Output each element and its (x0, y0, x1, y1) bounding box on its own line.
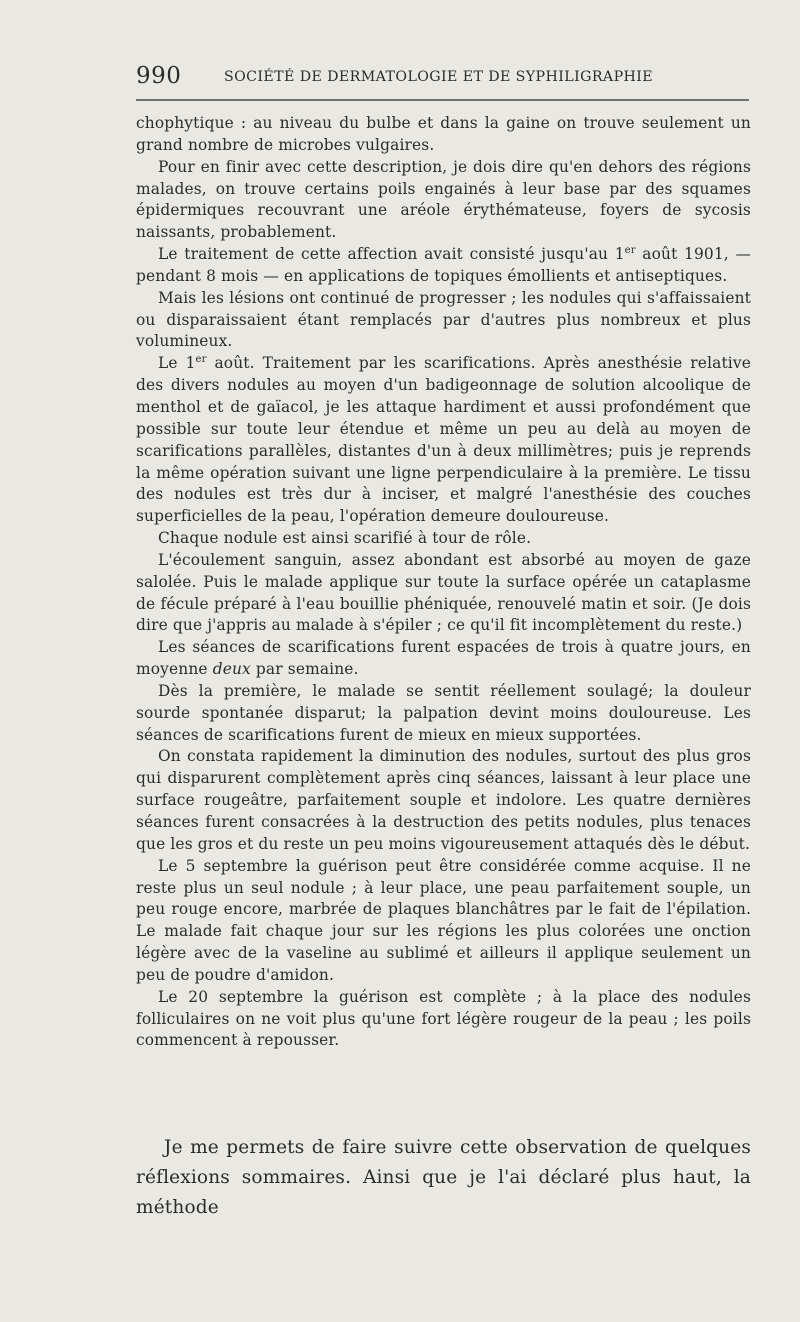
italic-word: deux (212, 660, 251, 679)
paragraph-6: Chaque nodule est ainsi scarifié à tour de rôle. (158, 529, 532, 548)
paragraph-3-text-a: Le traitement de cette affection avait consisté jusqu'au 1 (158, 245, 625, 264)
closing-paragraph: Je me permets de faire suivre cette observation de quelques réflexions sommaires. Ainsi que je l'ai déclaré plus haut, la méthode (136, 1137, 751, 1218)
paragraph-11: Le 5 septembre la guérison peut être considérée comme acquise. Il ne reste plus un seul nodule ; à leur place, une peau parfaitement souple, un peu rouge encore, marbrée de plaques blanchâtres par le fait de l'épilation. Le malade fait chaque jour sur les régions les plus colorées une onction légère avec de la vaseline au sublimé et ailleurs il applique seulement un peu de poudre d'amidon. (136, 856, 751, 984)
page-header (136, 62, 751, 92)
paragraph-8-text-a: Les séances de scarifications furent espacées de trois à quatre jours, en moyenne (136, 638, 751, 679)
header-rule (136, 99, 749, 101)
page-number: 990 (136, 63, 182, 89)
paragraph-3 (136, 244, 751, 288)
paragraph-3-text-b: août 1901, — pendant 8 mois — en applications de topiques émollients et antiseptiques. (136, 245, 751, 285)
paragraph-5-text-a: Le 1 (158, 354, 196, 373)
running-title: SOCIÉTÉ DE DERMATOLOGIE ET DE SYPHILIGRAPHIE (224, 69, 654, 85)
paragraph-8-text-b: par semaine. (250, 660, 359, 679)
paragraph-10: On constata rapidement la diminution des nodules, surtout des plus gros qui disparurent complètement après cinq séances, laissant à leur place une surface rougeâtre, parfaitement souple et indolore. Les quatre dernières séances furent consacrées à la destruction des petits nodules, plus tenaces que les gros et du reste un peu moins vigoureusement attaqués dès le début. (136, 747, 751, 853)
superscript-er: er (195, 354, 207, 366)
paragraph-5 (136, 353, 751, 528)
superscript-er: er (624, 244, 636, 256)
paragraph-2: Pour en finir avec cette description, je dois dire qu'en dehors des régions malades, on trouve certains poils engainés à leur base par des squames épidermiques recouvrant une aréole érythémateuse, foyers de sycosis naissants, probablement. (136, 157, 751, 242)
paragraph-5-text-b: août. Traitement par les scarifications. Après anesthésie relative des divers nodules au moyen d'un badigeonnage de solution alcoolique de menthol et de gaïacol, je les attaque hardiment et aussi profondément que possible sur toute leur étendue et même un peu au delà au moyen de scarifications parallèles, distantes d'un à deux millimètres; puis je reprends la même opération suivant une ligne perpendiculaire à la première. Le tissu des nodules est très dur à inciser, et malgré l'anesthésie des couches superficielles de la peau, l'opération demeure douloureuse. (136, 354, 751, 526)
paragraph-12: Le 20 septembre la guérison est complète ; à la place des nodules folliculaires on ne voit plus qu'une fort légère rougeur de la peau ; les poils commencent à repousser. (136, 987, 751, 1050)
paragraph-1: chophytique : au niveau du bulbe et dans la gaine on trouve seulement un grand nombre de microbes vulgaires. (136, 114, 751, 154)
paragraph-9: Dès la première, le malade se sentit réellement soulagé; la douleur sourde spontanée disparut; la palpation devint moins douloureuse. Les séances de scarifications furent de mieux en mieux supportées. (136, 681, 751, 744)
paragraph-7: L'écoulement sanguin, assez abondant est absorbé au moyen de gaze salolée. Puis le malade applique sur toute la surface opérée un cataplasme de fécule préparé à l'eau bouillie phéniquée, renouvelé matin et soir. (Je dois dire que j'appris au malade à s'épiler ; ce qu'il fit incomplètement du reste.) (136, 550, 751, 635)
paragraph-4: Mais les lésions ont continué de progresser ; les nodules qui s'affaissaient ou disparaissaient étant remplacés par d'autres plus nombreux et plus volumineux. (136, 288, 751, 351)
closing-text (136, 1133, 751, 1223)
paragraph-8 (136, 637, 751, 681)
body-text (136, 113, 751, 1052)
